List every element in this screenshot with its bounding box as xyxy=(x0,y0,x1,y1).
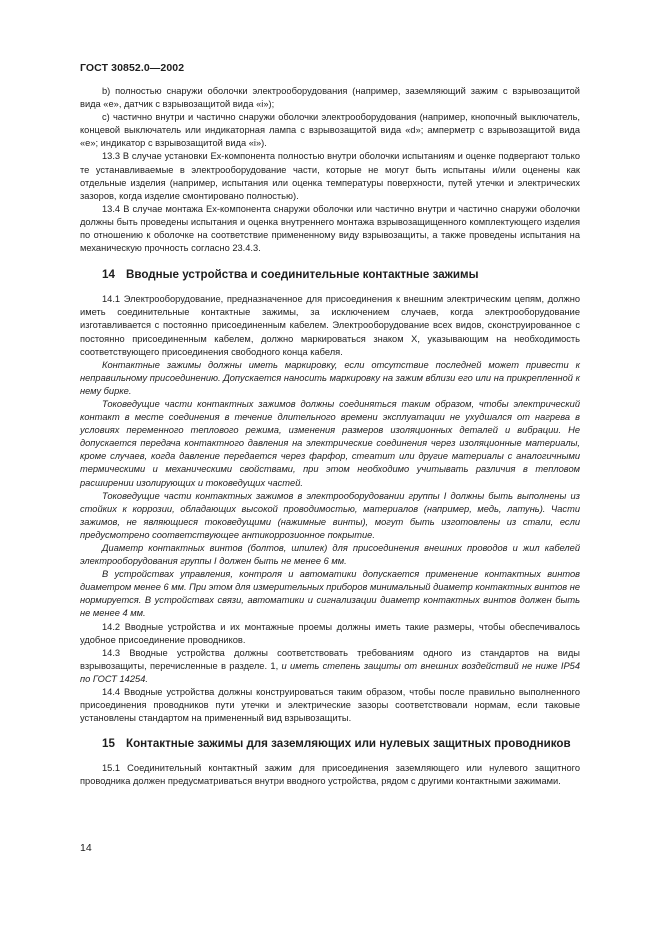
paragraph-13-4: 13.4 В случае монтажа Ех-компонента снаружи оболочки или частично внутри и частично снаружи оболочки должны быть проведены испытания и оценка внутреннего монтажа взрывозащищенного комплектующего изделия по отношению к оболочке на соответствие примененному виду взрывозащиты, а также проведены испытания на механическую прочность согласно 23.4.3. xyxy=(80,203,580,254)
italic-paragraph-marking: Контактные зажимы должны иметь маркировку, если отсутствие последней может привести к неправильному присоединению. Допускается наносить маркировку на зажим вблизи его или на прикрепленной к нему бирке. xyxy=(80,359,580,396)
paragraph-14-2: 14.2 Вводные устройства и их монтажные проемы должны иметь такие размеры, чтобы обеспечивалось удобное присоединение проводников. xyxy=(80,621,580,645)
page-body xyxy=(80,85,580,789)
italic-paragraph-control-devices: В устройствах управления, контроля и автоматики допускается применение контактных винтов диаметром менее 6 мм. При этом для измерительных приборов минимальный диаметр контактных винтов не нормируется. В устройствах связи, автоматики и сигнализации диаметр контактных винтов должен быть не менее 4 мм. xyxy=(80,569,580,619)
paragraph-14-4: 14.4 Вводные устройства должны конструироваться таким образом, чтобы после правильно выполненного присоединения проводников пути утечки и электрические зазоры соответствовали нормам, если таковые установлены стандартом на примененный вид взрывозащиты. xyxy=(80,687,580,724)
italic-paragraph-screw-diameter: Диаметр контактных винтов (болтов, шпилек) для присоединения внешних проводов и жил кабелей электрооборудования группы I должен быть не менее 6 мм. xyxy=(80,543,580,567)
paragraph-14-3 xyxy=(80,647,580,686)
document-code-header: ГОСТ 30852.0—2002 xyxy=(80,62,185,74)
section-15-heading xyxy=(102,736,580,751)
section-14-heading xyxy=(102,267,580,282)
section-14-title: Вводные устройства и соединительные контактные зажимы xyxy=(126,268,479,282)
italic-paragraph-contact: Токоведущие части контактных зажимов должны соединяться таким образом, чтобы электрический контакт в месте соединения в течение длительного времени эксплуатации не ухудшался от нагрева в условиях переменного теплового режима, изменения размеров изоляционных деталей и вибрации. Не допускается передача контактного давления на электрические соединения через изоляционные материалы, кроме случаев, когда давление передается через фарфор, стеатит или другие материалы с аналогичными термическими и механическими свойствами, при этом необходимо учитывать различия в тепловом расширении изолирующих и токоведущих частей. xyxy=(80,398,580,488)
page-number: 14 xyxy=(80,842,92,854)
paragraph-13-3: 13.3 В случае установки Ех-компонента полностью внутри оболочки испытаниям и оценке подвергают только те устанавливаемые в электрооборудование части, которые не могут быть испытаны и/или оценены как отдельные изделия (например, испытания или оценка температуры поверхности, путей утечки и электрических зазоров, когда изделие смонтировано полностью). xyxy=(80,151,580,201)
paragraph-14-1: 14.1 Электрооборудование, предназначенное для присоединения к внешним электрическим цепям, должно иметь соединительные контактные зажимы, за исключением случаев, когда электрооборудование изготавливается с постоянно присоединенным кабелем. Электрооборудование всех видов, сконструированное с постоянно присоединенным кабелем, должно маркироваться знаком Х, указывающим на необходимость соответствующего присоединения свободного конца кабеля. xyxy=(80,294,580,357)
paragraph-14-3-italic-text: и иметь степень защиты от внешних воздействий не ниже IP54 по ГОСТ 14254. xyxy=(80,660,580,684)
paragraph-15-1: 15.1 Соединительный контактный зажим для присоединения заземляющего или нулевого защитного проводника должен предусматриваться внутри вводного устройства, рядом с другими контактными зажимами. xyxy=(80,763,580,787)
italic-paragraph-materials: Токоведущие части контактных зажимов в электрооборудовании группы I должны быть выполнены из стойких к коррозии, обладающих высокой проводимостью, материалов (например, медь, латунь). Части зажимов, не являющиеся токоведущими (нажимные винты), могут быть изготовлены из стали, если предусмотрено соответствующее антикоррозионное покрытие. xyxy=(80,490,580,540)
paragraph-13-2-b: b) полностью снаружи оболочки электрооборудования (например, заземляющий зажим с взрывозащитой вида «е», датчик с взрывозащитой вида «і»); xyxy=(80,86,580,110)
paragraph-13-2-c: c) частично внутри и частично снаружи оболочки электрооборудования (например, кнопочный выключатель, концевой выключатель или индикаторная лампа с взрывозащитой вида «d»; амперметр с взрывозащитой вида «е»; индикатор с взрывозащитой вида «і»). xyxy=(80,112,580,149)
section-14-number: 14 xyxy=(102,268,115,282)
paragraph-14-3-text: 14.3 Вводные устройства должны соответствовать требованиям одного из стандартов на виды взрывозащиты, перечисленные в разделе. 1, xyxy=(80,647,580,671)
section-15-number: 15 xyxy=(102,737,115,751)
section-15-title: Контактные зажимы для заземляющих или нулевых защитных проводников xyxy=(126,737,571,751)
